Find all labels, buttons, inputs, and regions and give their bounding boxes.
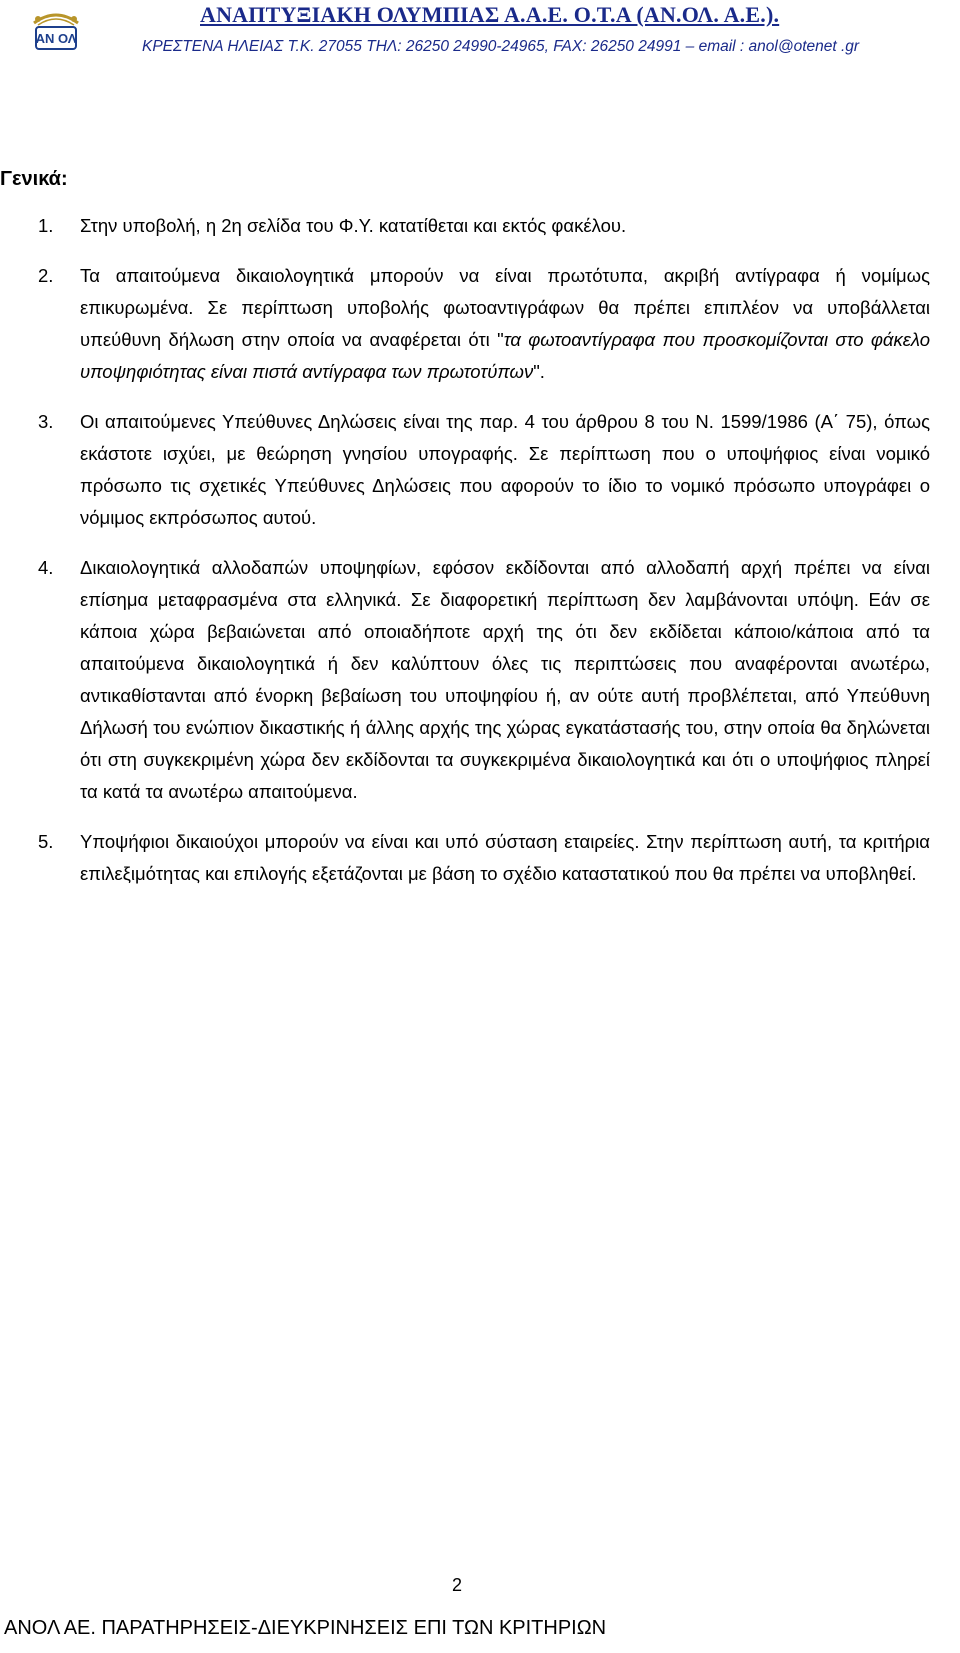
list-item-italic-quote: τα φωτοαντίγραφα που προσκομίζονται στο φάκελο υποψηφιότητας είναι πιστά αντίγραφα των πρωτοτύπων	[80, 329, 930, 382]
organization-title: ΑΝΑΠΤΥΞΙΑΚΗ ΟΛΥΜΠΙΑΣ Α.Α.Ε. Ο.Τ.Α (ΑΝ.ΟΛ. Α.Ε.).	[200, 2, 780, 27]
page-footer: ΑΝΟΛ ΑΕ. ΠΑΡΑΤΗΡΗΣΕΙΣ-ΔΙΕΥΚΡΙΝΗΣΕΙΣ ΕΠΙ ΤΩΝ ΚΡΙΤΗΡΙΩΝ	[4, 1617, 607, 1639]
list-item-number: 3.	[38, 411, 54, 432]
organization-logo	[28, 5, 84, 53]
list-item	[38, 210, 930, 242]
list-item-number: 1.	[38, 215, 54, 236]
list-item	[38, 406, 930, 534]
list-item-text: Υποψήφιοι δικαιούχοι μπορούν να είναι και υπό σύσταση εταιρείες. Στην περίπτωση αυτή, τα κριτήρια επιλεξιμότητας και επιλογής εξετάζονται με βάση το σχέδιο καταστατικού που θα πρέπει να υποβληθεί.	[80, 831, 930, 884]
letterhead	[0, 0, 960, 70]
numbered-list	[0, 210, 960, 908]
list-item-text: Δικαιολογητικά αλλοδαπών υποψηφίων, εφόσον εκδίδονται από αλλοδαπή αρχή πρέπει να είναι επίσημα μεταφρασμένα στα ελληνικά. Σε διαφορετική περίπτωση δεν λαμβάνονται υπόψη. Εάν σε κάποια χώρα βεβαιώνεται από οποιαδήποτε αρχή της ότι δεν εκδίδεται κάποιο/κάποια από τα απαιτούμενα δικαιολογητικά ή δεν καλύπτουν όλες τις περιπτώσεις που αναφέρονται ανωτέρω, αντικαθίστανται από ένορκη βεβαίωση του υποψηφίου ή, αν ούτε αυτή προβλέπεται, από Υπεύθυνη Δήλωσή του ενώπιον δικαστικής ή άλλης αρχής της χώρας εγκατάστασής του, στην οποία θα δηλώνεται ότι στη συγκεκριμένη χώρα δεν εκδίδονται τα συγκεκριμένα δικαιολογητικά και ότι ο υποψήφιος πληρεί τα κατά τα ανωτέρω απαιτούμενα.	[80, 557, 930, 802]
svg-text:ΑΝ ΟΛ: ΑΝ ΟΛ	[35, 31, 77, 46]
list-item	[38, 826, 930, 890]
organization-contact-line: ΚΡΕΣΤΕΝΑ ΗΛΕΙΑΣ Τ.Κ. 27055 ΤΗΛ: 26250 24990-24965, FAX: 26250 24991 – email : anol@otenet .gr	[142, 38, 860, 55]
section-heading: Γενικά:	[0, 168, 68, 190]
list-item-text: Οι απαιτούμενες Υπεύθυνες Δηλώσεις είναι της παρ. 4 του άρθρου 8 του Ν. 1599/1986 (Α΄ 75), όπως εκάστοτε ισχύει, με θεώρηση γνησίου υπογραφής. Σε περίπτωση που ο υποψήφιος είναι νομικό πρόσωπο τις σχετικές Υπεύθυνες Δηλώσεις που αφορούν το ίδιο το νομικό πρόσωπο υπογράφει ο νόμιμος εκπρόσωπος αυτού.	[80, 411, 930, 528]
list-item-text-end: ".	[533, 361, 545, 382]
page-number: 2	[452, 1575, 463, 1595]
list-item-number: 5.	[38, 831, 54, 852]
list-item	[38, 260, 930, 388]
list-item-number: 4.	[38, 557, 54, 578]
list-item-text: Στην υποβολή, η 2η σελίδα του Φ.Υ. κατατίθεται και εκτός φακέλου.	[80, 215, 627, 236]
list-item-number: 2.	[38, 265, 54, 286]
list-item-text: Τα απαιτούμενα δικαιολογητικά μπορούν να είναι πρωτότυπα, ακριβή αντίγραφα ή νομίμως επικυρωμένα. Σε περίπτωση υποβολής φωτοαντιγράφων θα πρέπει επιπλέον να υποβάλλεται υπεύθυνη δήλωση στην οποία να αναφέρεται ότι "	[80, 265, 930, 350]
list-item	[38, 552, 930, 808]
